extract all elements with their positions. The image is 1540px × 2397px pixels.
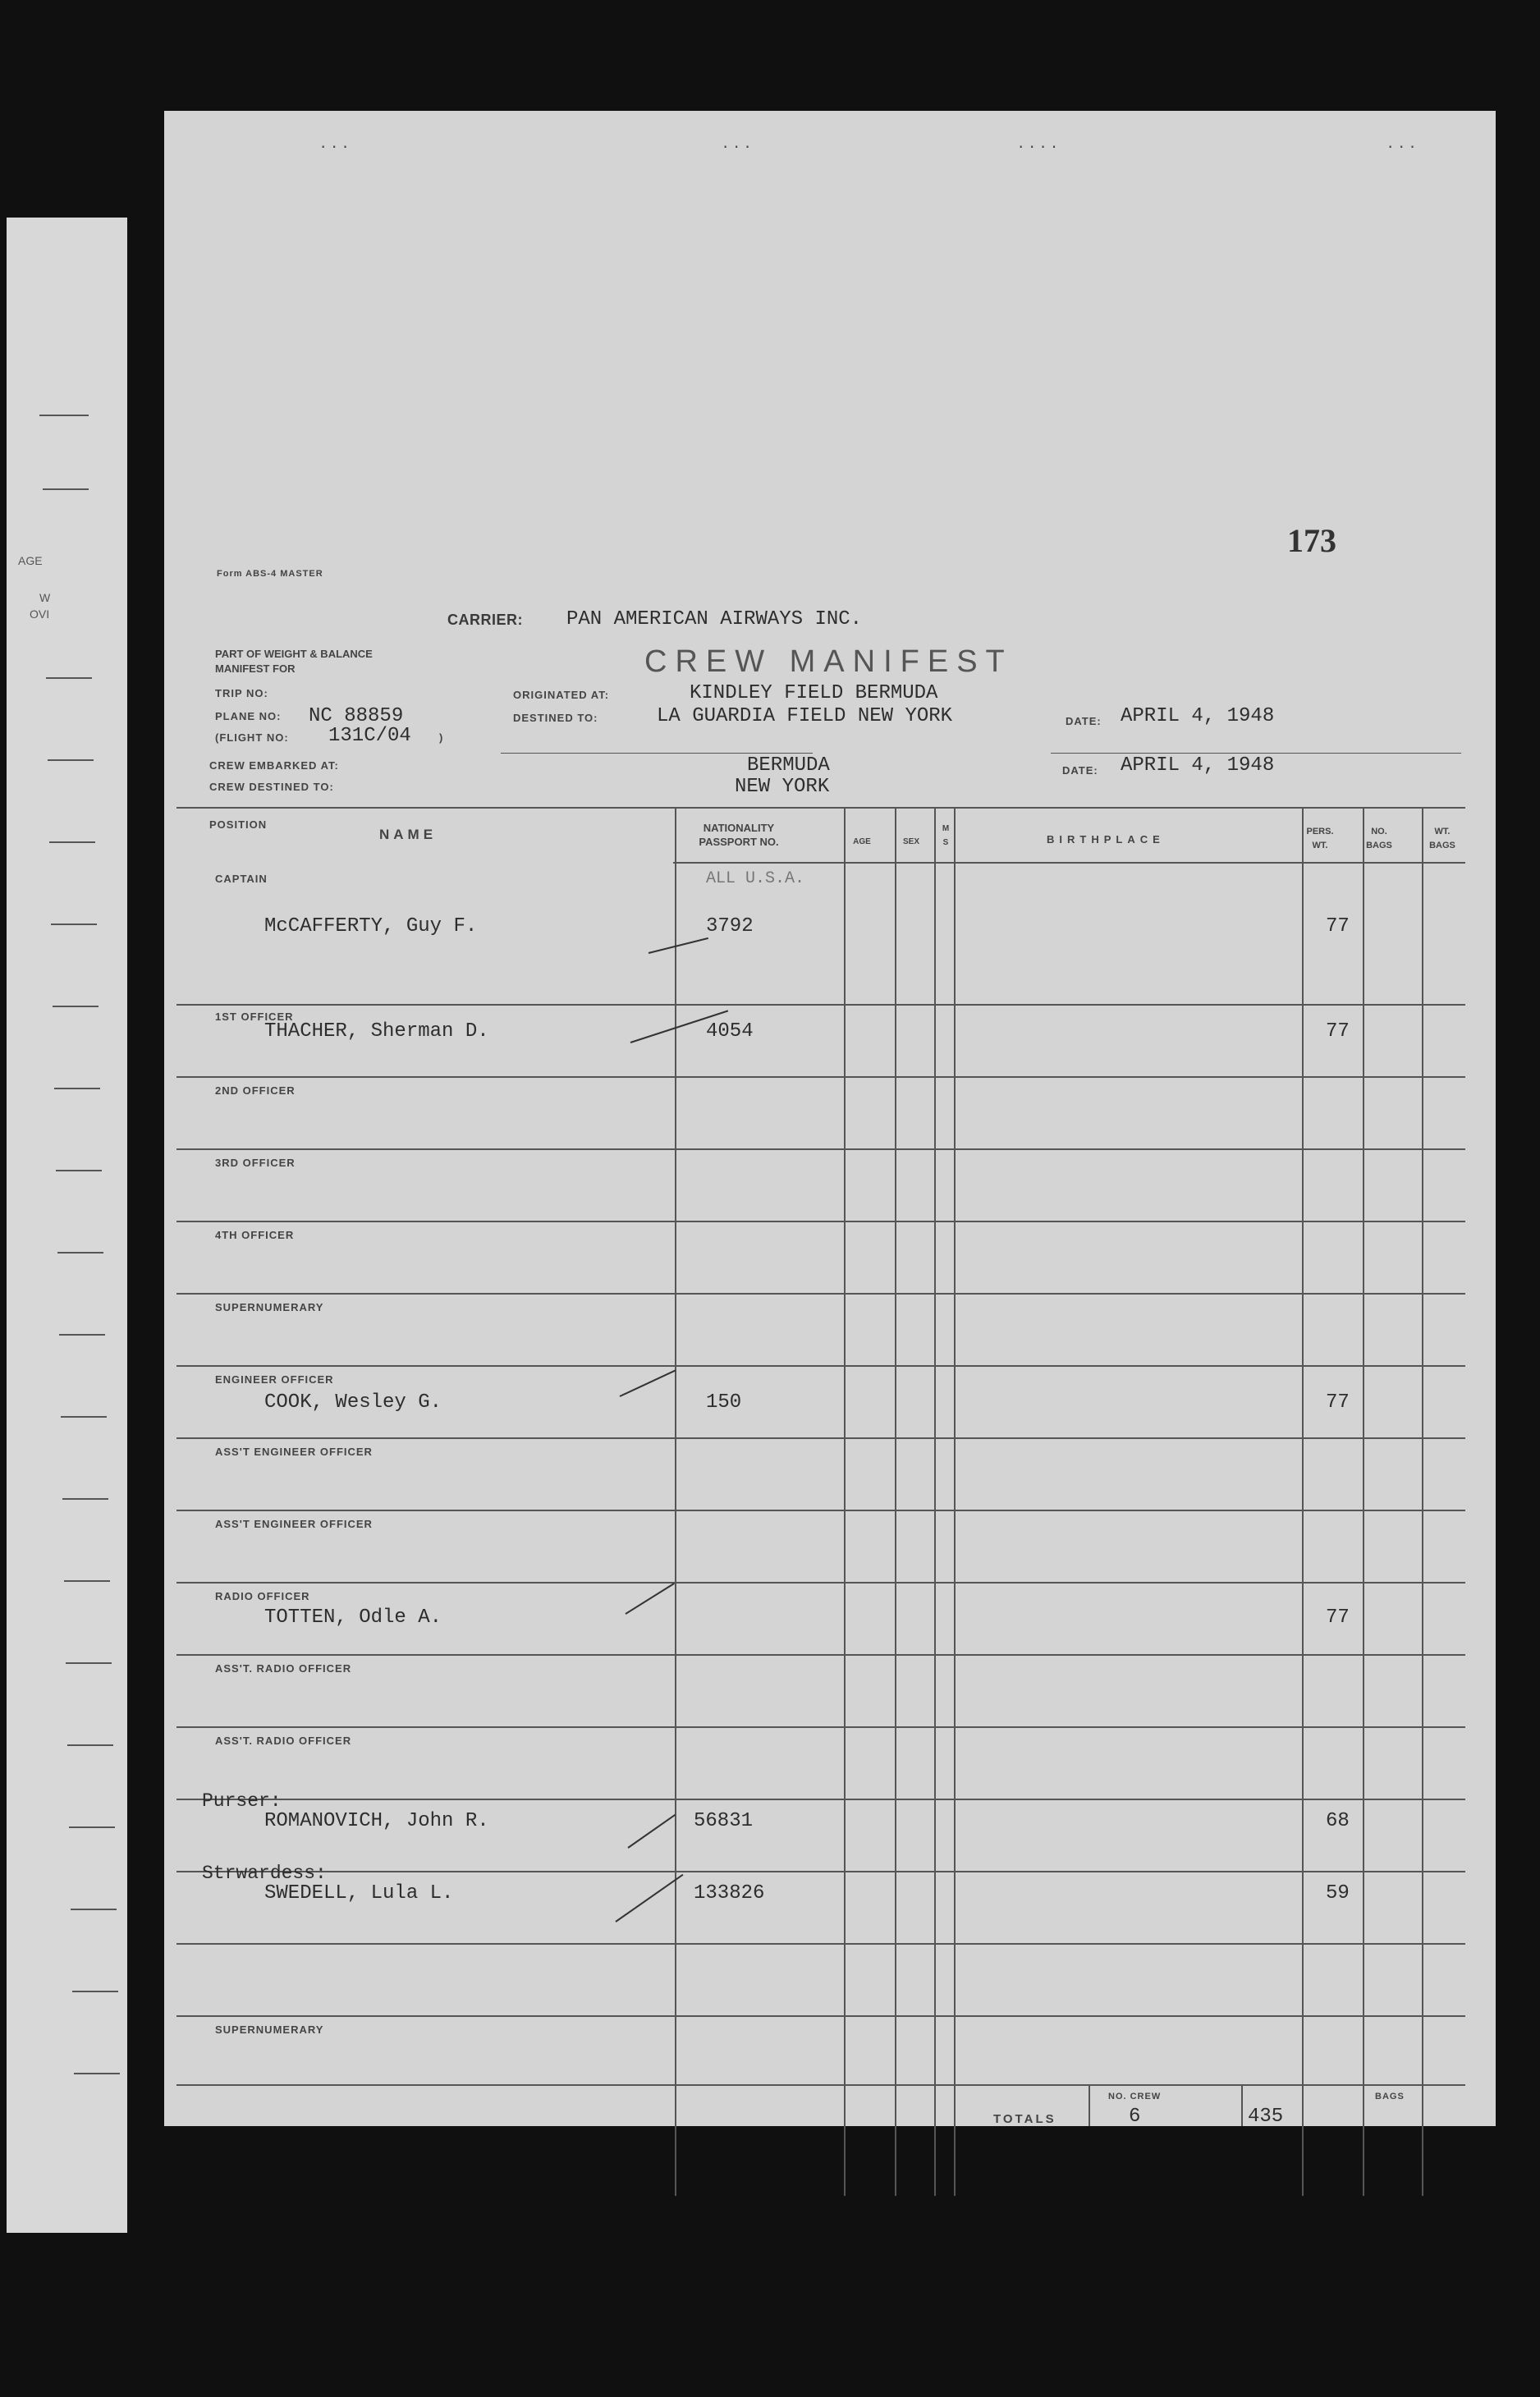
row-passport: 150 [706,1391,742,1414]
col-no-bags: NO. BAGS [1366,827,1392,850]
part-of-line2: MANIFEST FOR [215,662,296,675]
row-passport: 56831 [694,1810,754,1832]
adjacent-frame-strip [7,218,127,2233]
row-name: TOTTEN, Odle A. [264,1606,442,1629]
crew-destined-value: NEW YORK [735,776,830,798]
flight-no-value: 131C/04 [328,725,411,747]
totals-bags-label: BAGS [1375,2092,1405,2101]
crew-embarked-label: CREW EMBARKED AT: [209,759,339,772]
col-age: AGE [853,837,871,846]
row-passport: 3792 [706,915,754,937]
plane-no-value: NC 88859 [309,705,404,727]
totals-weight: 435 [1248,2106,1284,2128]
col-birthplace: BIRTHPLACE [1047,833,1165,846]
row-weight: 68 [1326,1810,1350,1832]
totals-label: TOTALS [993,2112,1056,2126]
trip-no-label: TRIP NO: [215,687,268,699]
row-position: CAPTAIN [215,873,268,885]
row-position: 1ST OFFICER [215,1011,294,1023]
row-name: SWEDELL, Lula L. [264,1882,454,1904]
destined-label: DESTINED TO: [513,712,598,724]
row-position: ENGINEER OFFICER [215,1373,334,1386]
form-number: Form ABS-4 MASTER [217,569,323,579]
totals-no-crew: 6 [1129,2106,1141,2128]
crew-destined-label: CREW DESTINED TO: [209,781,334,793]
date-value: APRIL 4, 1948 [1121,705,1275,727]
row-weight: 77 [1326,915,1350,937]
flight-no-label: (FLIGHT NO: [215,731,289,744]
flight-no-close: ) [439,731,444,744]
row-name: McCAFFERTY, Guy F. [264,915,478,937]
row-passport: 133826 [694,1882,765,1904]
date-label: DATE: [1066,715,1102,727]
row-position: 4TH OFFICER [215,1229,295,1241]
row-position: ASS'T. RADIO OFFICER [215,1735,352,1747]
nationality-note: ALL U.S.A. [706,869,805,888]
row-position: 3RD OFFICER [215,1157,296,1169]
crew-embarked-value: BERMUDA [747,754,830,777]
col-wt-bags: WT. BAGS [1429,827,1455,850]
row-passport: 4054 [706,1020,754,1043]
col-position: POSITION [209,818,268,831]
row-position: ASS'T. RADIO OFFICER [215,1662,352,1675]
row-position: ASS'T ENGINEER OFFICER [215,1518,373,1530]
row-position: Purser: [202,1790,282,1812]
date2-value: APRIL 4, 1948 [1121,754,1275,777]
row-name: THACHER, Sherman D. [264,1020,489,1043]
row-name: COOK, Wesley G. [264,1391,442,1414]
form-title: CREW MANIFEST [644,644,1013,679]
row-name: ROMANOVICH, John R. [264,1810,489,1832]
col-ms: M S [942,824,950,847]
totals-no-crew-label: NO. CREW [1108,2092,1162,2101]
originated-value: KINDLEY FIELD BERMUDA [690,682,938,704]
row-position: Strwardess: [202,1863,327,1884]
page-number: 173 [1287,522,1336,559]
row-position: ASS'T ENGINEER OFFICER [215,1446,373,1458]
row-position: 2ND OFFICER [215,1084,296,1097]
crew-manifest-sheet: · · · · · · · · · · · · · 173 Form ABS-4 MASTER CARRIER: PAN AMERICAN AIRWAYS INC. PART OF WEIGHT & BALANCE MANIFEST FOR CREW MANIFEST TRIP NO: ORIGINATED AT: KINDLEY FIELD BERMUDA PLANE NO: NC 88859 DESTINED TO: LA GUARDIA FIELD NEW YORK DATE: APRIL 4, 1948 (FLIGHT NO: 131C/04 ) CREW EMBARKED AT: BERMUDA DATE: APRIL 4, 1948 CREW DESTINED TO: NEW YORK POSITION NAME NATIONALITY PASSPORT NO. AGE SEX M S BIRTHPLACE PERS. WT. NO. BAGS WT. BAGS ALL U.S.A. CAPTAIN McCAFFERTY, Guy F. 3792 77 1ST OFFICER THACHER, Sherman D. 4054 77 2ND OFFICER 3RD OFFICER 4TH OFFICER SUPERNUMERARY ENGINEER OFFICER COOK, Wesley G. 150 77 ASS'T ENGINEER OFFICER ASS'T ENGINEER OFFICER RADIO OFFICER TOTTEN, Odle A. 77 ASS'T. RADIO OFFICER ASS'T. RADIO OFFICER Purser: ROMANOVICH, John R. 56831 68 Strwardess: SWEDELL, Lula L. 133826 59 SUPERNUMERARY NO. CREW BAGS TOTALS 6 435 [164,111,1496,2126]
col-name: NAME [379,827,438,842]
strip-fragment: W [39,591,51,604]
strip-fragment: AGE [18,554,43,567]
row-position: RADIO OFFICER [215,1590,310,1602]
col-pers-wt: PERS. WT. [1306,827,1334,850]
originated-label: ORIGINATED AT: [513,689,610,701]
carrier-label: CARRIER: [447,612,523,628]
row-weight: 77 [1326,1606,1350,1629]
row-position: SUPERNUMERARY [215,1301,324,1313]
destined-value: LA GUARDIA FIELD NEW YORK [657,705,953,727]
row-weight: 77 [1326,1020,1350,1043]
row-weight: 77 [1326,1391,1350,1414]
col-nationality: NATIONALITY PASSPORT NO. [699,822,779,848]
date2-label: DATE: [1062,764,1098,777]
plane-no-label: PLANE NO: [215,710,282,722]
col-sex: SEX [902,837,919,846]
strip-fragment: OVI [30,607,50,621]
row-weight: 59 [1326,1882,1350,1904]
part-of-line1: PART OF WEIGHT & BALANCE [215,648,373,660]
row-position: SUPERNUMERARY [215,2023,324,2036]
carrier-value: PAN AMERICAN AIRWAYS INC. [566,608,863,630]
